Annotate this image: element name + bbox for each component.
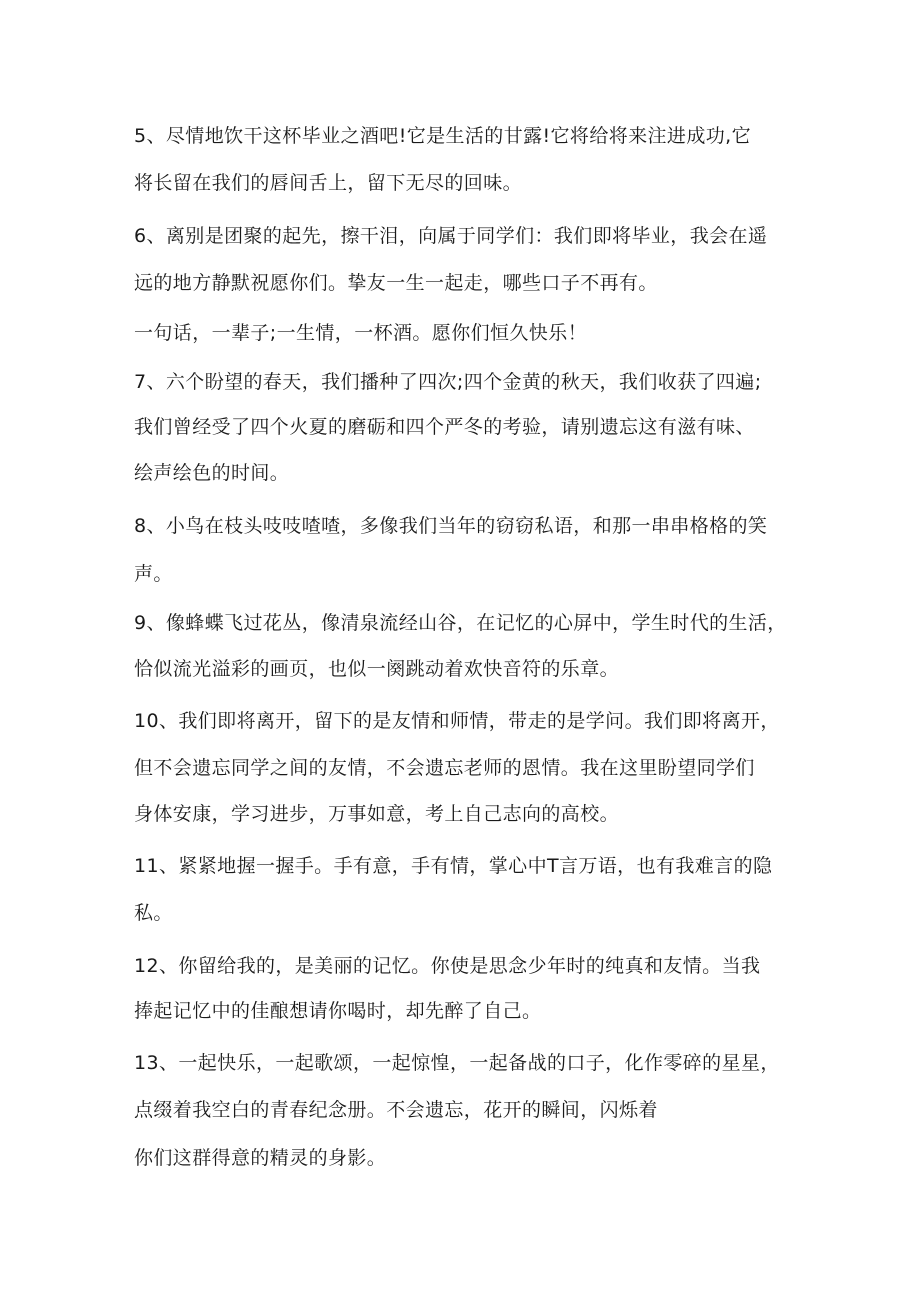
text-line: 12、你留给我的，是美丽的记忆。你使是思念少年时的纯真和友情。当我 [134, 955, 761, 977]
text-line: 我们曾经受了四个火夏的磨砺和四个严冬的考验，请别遗忘这有滋有味、 [134, 416, 755, 438]
text-line: 11、紧紧地握一握手。手有意，手有情，掌心中T言万语，也有我难言的隐 [134, 855, 773, 877]
text-line: 你们这群得意的精灵的身影。 [134, 1147, 387, 1169]
text-line: 9、像蜂蝶飞过花丛，像清泉流经山谷，在记忆的心屏中，学生时代的生活， [134, 612, 787, 634]
text-line: 6、离别是团聚的起先，擦干泪，向属于同学们：我们即将毕业，我会在遥 [134, 225, 768, 247]
text-line: 10、我们即将离开，留下的是友情和师情，带走的是学问。我们即将离开， [134, 710, 780, 732]
text-line: 声。 [134, 563, 173, 585]
text-line: 但不会遗忘同学之间的友情，不会遗忘老师的恩情。我在这里盼望同学们 [134, 757, 755, 779]
text-line: 5、尽情地饮干这杯毕业之酒吧!它是生活的甘露!它将给将来注进成功,它 [134, 125, 751, 147]
text-line: 私。 [134, 902, 173, 924]
text-line: 点缀着我空白的青春纪念册。不会遗忘，花开的瞬间，闪烁着 [134, 1099, 658, 1121]
text-line: 7、六个盼望的春天，我们播种了四次;四个金黄的秋天，我们收获了四遍; [134, 371, 762, 393]
text-line: 一句话，一辈子;一生情，一杯酒。愿你们恒久快乐！ [134, 322, 588, 344]
text-line: 将长留在我们的唇间舌上，留下无尽的回味。 [134, 172, 523, 194]
text-line: 捧起记忆中的佳酿想请你喝时，却先醉了自己。 [134, 1000, 542, 1022]
text-line: 身体安康，学习进步，万事如意，考上自己志向的高校。 [134, 803, 620, 825]
text-line: 恰似流光溢彩的画页，也似一阕跳动着欢快音符的乐章。 [134, 658, 620, 680]
text-line: 13、一起快乐，一起歌颂，一起惊惶，一起备战的口子，化作零碎的星星， [134, 1052, 780, 1074]
text-line: 绘声绘色的时间。 [134, 462, 290, 484]
text-line: 8、小鸟在枝头吱吱喳喳，多像我们当年的窃窃私语，和那一串串格格的笑 [134, 515, 768, 537]
text-line: 远的地方静默祝愿你们。挚友一生一起走，哪些口子不再有。 [134, 272, 658, 294]
